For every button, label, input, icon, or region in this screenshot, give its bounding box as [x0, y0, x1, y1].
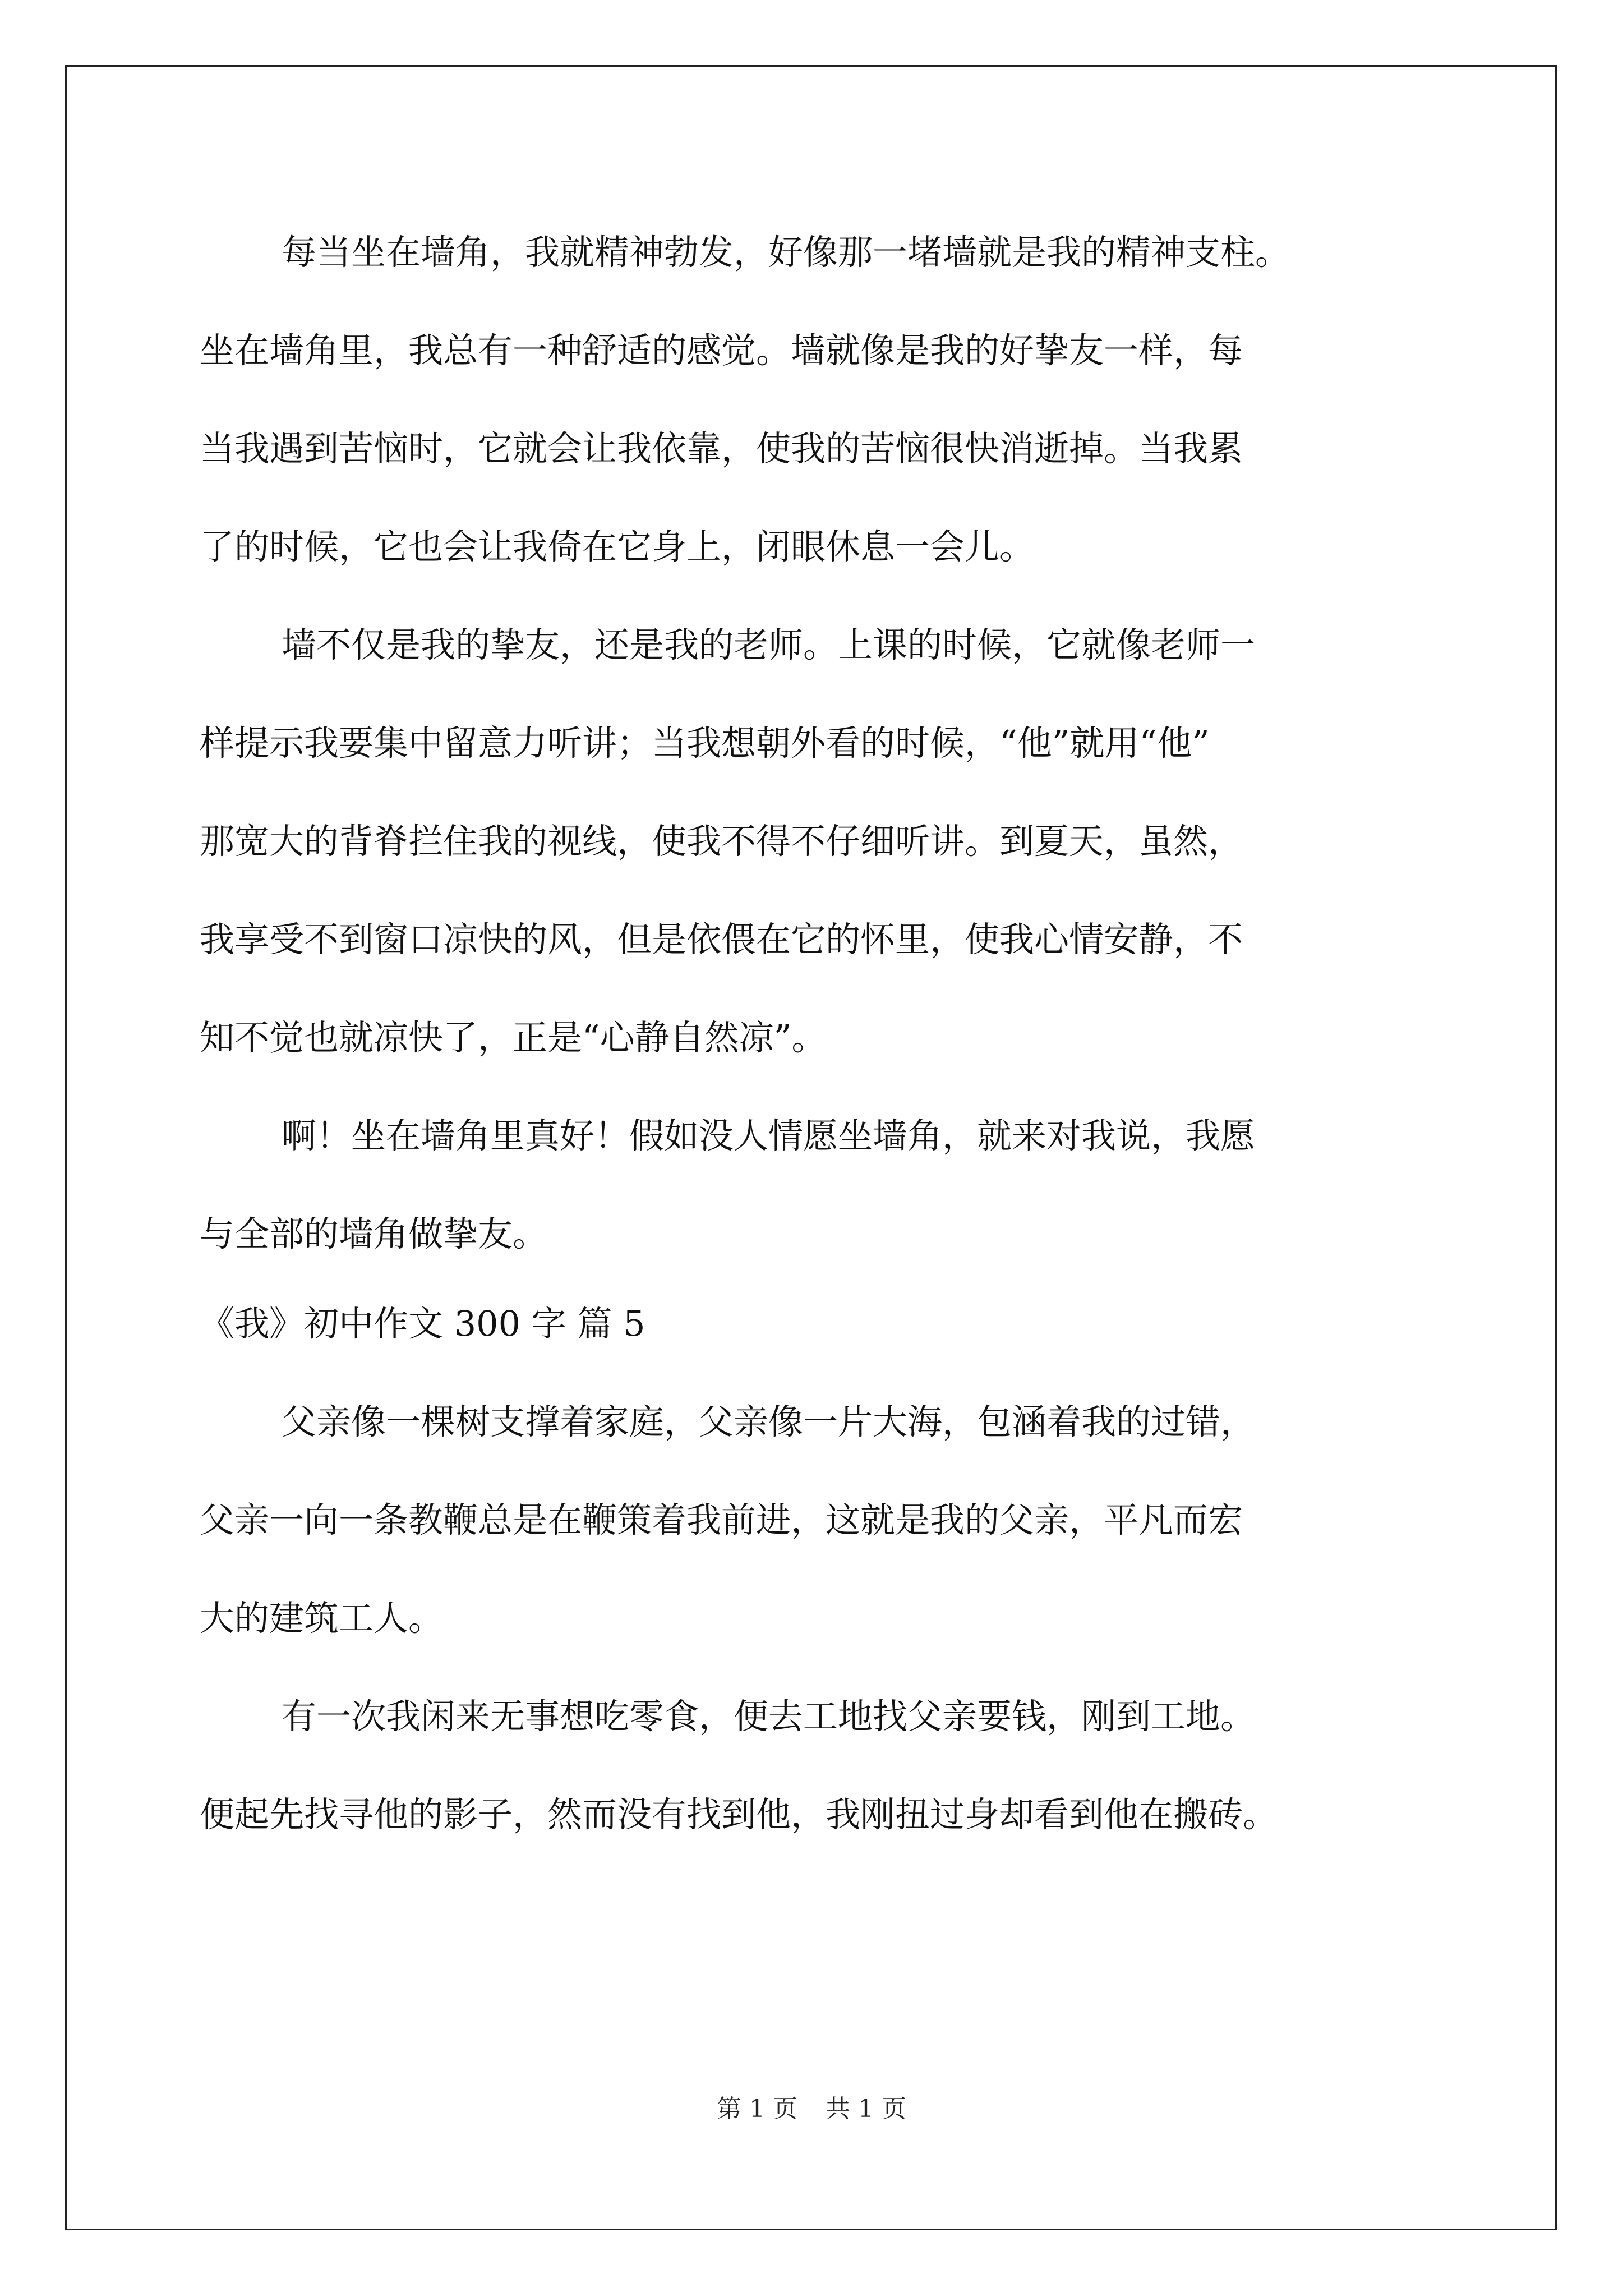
paragraph-line: 墙不仅是我的挚友，还是我的老师。上课的时候，它就像老师一: [282, 624, 1256, 665]
page-total: 共 1 页: [826, 2095, 906, 2123]
paragraph-line: 那宽大的背脊拦住我的视线，使我不得不仔细听讲。到夏天，虽然，: [200, 821, 1243, 862]
paragraph-line: 便起先找寻他的影子，然而没有找到他，我刚扭过身却看到他在搬砖。: [200, 1794, 1278, 1835]
page-number: 第 1 页: [717, 2095, 797, 2123]
paragraph-line: 有一次我闲来无事想吃零食，便去工地找父亲要钱，刚到工地。: [282, 1696, 1256, 1737]
section-heading: 《我》初中作文 300 字 篇 5: [200, 1303, 645, 1344]
paragraph-line: 样提示我要集中留意力听讲；当我想朝外看的时候，“他”就用“他”: [200, 723, 1210, 763]
paragraph-line: 父亲一向一条教鞭总是在鞭策着我前进，这就是我的父亲，平凡而宏: [200, 1499, 1243, 1540]
paragraph-line: 父亲像一棵树支撑着家庭，父亲像一片大海，包涵着我的过错，: [282, 1401, 1256, 1442]
paragraph-line: 与全部的墙角做挚友。: [200, 1213, 548, 1254]
paragraph-line: 当我遇到苦恼时，它就会让我依靠，使我的苦恼很快消逝掉。当我累: [200, 428, 1243, 469]
paragraph-line: 知不觉也就凉快了，正是“心静自然凉”。: [200, 1017, 827, 1058]
paragraph-line: 坐在墙角里，我总有一种舒适的感觉。墙就像是我的好挚友一样，每: [200, 330, 1243, 371]
paragraph-line: 我享受不到窗口凉快的风，但是依偎在它的怀里，使我心情安静，不: [200, 919, 1243, 960]
paragraph-line: 啊！坐在墙角里真好！假如没人情愿坐墙角，就来对我说，我愿: [282, 1115, 1256, 1156]
paragraph-line: 了的时候，它也会让我倚在它身上，闭眼休息一会儿。: [200, 526, 1035, 567]
page-footer: [0, 2092, 1623, 2126]
paragraph-line: 每当坐在墙角，我就精神勃发，好像那一堵墙就是我的精神支柱。: [282, 232, 1290, 273]
paragraph-line: 大的建筑工人。: [200, 1598, 444, 1639]
